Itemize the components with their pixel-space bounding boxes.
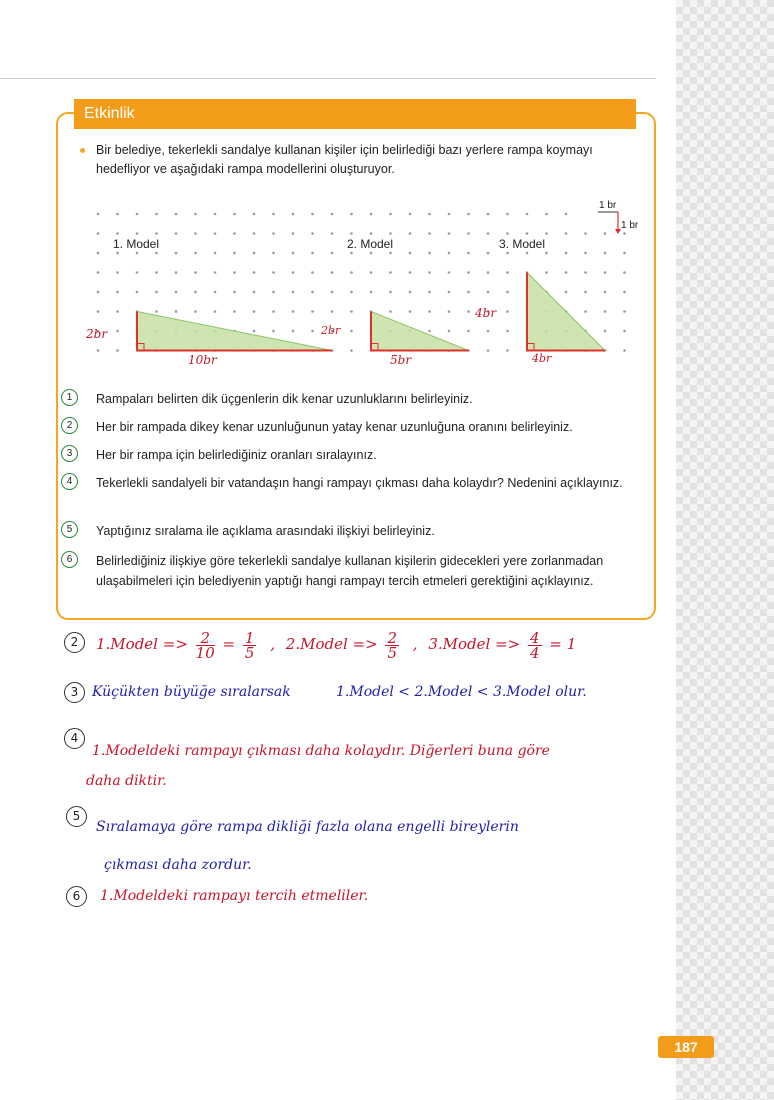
grid-dot	[526, 213, 529, 216]
grid-dot	[467, 232, 470, 235]
unit-indicator	[598, 200, 639, 234]
answer-5	[96, 808, 519, 884]
grid-dot	[506, 291, 509, 294]
grid-dot	[253, 213, 256, 216]
grid-dot	[350, 330, 353, 333]
grid-dot	[487, 330, 490, 333]
grid-dot	[331, 232, 334, 235]
answer-6-number: 6	[66, 886, 87, 907]
model-1-base-label: 10br	[188, 353, 217, 367]
grid-dot	[565, 291, 568, 294]
grid-dot	[604, 310, 607, 313]
grid-dot	[389, 271, 392, 274]
grid-dot	[136, 271, 139, 274]
grid-dot	[565, 213, 568, 216]
question-number: 2	[61, 417, 78, 434]
answer-4	[86, 736, 550, 796]
grid-dot	[311, 232, 314, 235]
grid-dot	[604, 232, 607, 235]
grid-dot	[136, 232, 139, 235]
grid-dot	[565, 271, 568, 274]
answer-3-text-2: 1.Model < 2.Model < 3.Model olur.	[336, 684, 587, 700]
ramp-triangles	[137, 273, 605, 351]
grid-dot	[467, 330, 470, 333]
answer-4-line-2: daha diktir.	[86, 773, 167, 789]
grid-dot	[331, 291, 334, 294]
activity-intro: Bir belediye, tekerlekli sandalye kullanan kişiler için belirlediği bazı yerlere rampa koymayı hedefliyor ve aşağıdaki rampa modellerini oluşturuyor.	[96, 143, 593, 176]
grid-dot	[194, 213, 197, 216]
margin-pattern	[676, 0, 774, 1100]
grid-dot	[506, 271, 509, 274]
fraction: $\frac{2}{5}$	[387, 628, 398, 662]
grid-dot	[233, 310, 236, 313]
grid-dot	[448, 213, 451, 216]
grid-dot	[311, 213, 314, 216]
grid-dot	[292, 213, 295, 216]
grid-dot	[370, 213, 373, 216]
ramp-triangle	[527, 273, 605, 351]
question-4: Tekerlekli sandalyeli bir vatandaşın hangi rampayı çıkması daha kolaydır? Nedenini açıklayınız.	[96, 476, 623, 490]
grid-dot	[116, 330, 119, 333]
grid-dot	[272, 252, 275, 255]
model-3-height-label: 4br	[475, 306, 497, 320]
grid-dot	[487, 291, 490, 294]
grid-dot	[116, 271, 119, 274]
answer-2-model-1: 1.Model =>	[96, 635, 188, 653]
grid-dot	[233, 213, 236, 216]
model-2-label: 2. Model	[347, 237, 394, 251]
comma: ,	[270, 635, 276, 653]
grid-dot	[331, 271, 334, 274]
grid-dot	[428, 213, 431, 216]
model-2-base-label: 5br	[390, 353, 412, 367]
grid-dot	[272, 232, 275, 235]
grid-dot	[155, 291, 158, 294]
grid-dot	[428, 252, 431, 255]
grid-dot	[389, 291, 392, 294]
ramp-models-figure	[80, 196, 650, 376]
grid-dot	[370, 232, 373, 235]
grid-dot	[331, 252, 334, 255]
grid-dot	[194, 232, 197, 235]
grid-dot	[272, 291, 275, 294]
grid-dot	[311, 252, 314, 255]
question-1: Rampaları belirten dik üçgenlerin dik kenar uzunluklarını belirleyiniz.	[96, 392, 473, 406]
answer-2-model-2: 2.Model =>	[285, 635, 378, 653]
question-number: 4	[61, 473, 78, 490]
question-number: 5	[61, 521, 78, 538]
grid-dot	[623, 349, 626, 352]
equals: =	[222, 635, 236, 653]
model-3-base-label: 4br	[532, 352, 552, 365]
grid-dot	[389, 213, 392, 216]
answer-5-line-1: Sıralamaya göre rampa dikliği fazla olana engelli bireylerin	[96, 819, 519, 835]
question-number: 3	[61, 445, 78, 462]
grid-dot	[155, 252, 158, 255]
grid-dot	[253, 291, 256, 294]
grid-dot	[584, 291, 587, 294]
grid-dot	[116, 349, 119, 352]
grid-dot	[370, 291, 373, 294]
grid-dot	[506, 349, 509, 352]
grid-dot	[565, 232, 568, 235]
grid-dot	[194, 252, 197, 255]
grid-dot	[155, 310, 158, 313]
grid-dot	[331, 213, 334, 216]
grid-dot	[214, 252, 217, 255]
grid-dot	[506, 310, 509, 313]
grid-dot	[116, 232, 119, 235]
grid-dot	[292, 252, 295, 255]
grid-dot	[97, 349, 100, 352]
grid-dot	[253, 310, 256, 313]
answer-6-line-1: 1.Modeldeki rampayı tercih etmeliler.	[100, 888, 369, 904]
grid-dot	[272, 330, 275, 333]
grid-dot	[409, 271, 412, 274]
grid-dot	[194, 291, 197, 294]
answer-5-line-2: çıkması daha zordur.	[104, 857, 252, 873]
ramp-triangle	[371, 312, 469, 351]
grid-dot	[97, 232, 100, 235]
grid-dot	[506, 330, 509, 333]
grid-dot	[506, 252, 509, 255]
grid-dot	[116, 213, 119, 216]
grid-dot	[526, 232, 529, 235]
model-1-label: 1. Model	[113, 237, 160, 251]
grid-dot	[370, 252, 373, 255]
grid-dot	[311, 330, 314, 333]
grid-dot	[116, 291, 119, 294]
grid-dot	[136, 213, 139, 216]
grid-dot	[272, 271, 275, 274]
grid-dot	[467, 310, 470, 313]
grid-dot	[350, 271, 353, 274]
grid-dot	[428, 310, 431, 313]
grid-dot	[448, 232, 451, 235]
grid-dot	[428, 330, 431, 333]
grid-dot	[448, 252, 451, 255]
grid-dot	[175, 232, 178, 235]
grid-dot	[331, 310, 334, 313]
grid-dot	[584, 310, 587, 313]
grid-dot	[545, 271, 548, 274]
top-divider	[0, 78, 656, 79]
grid-dot	[467, 291, 470, 294]
grid-dot	[428, 232, 431, 235]
answer-2-number: 2	[64, 632, 85, 653]
grid-dot	[97, 213, 100, 216]
unit-horizontal-label: 1 br	[599, 200, 617, 211]
grid-dot	[506, 213, 509, 216]
grid-dot	[604, 252, 607, 255]
grid-dot	[253, 271, 256, 274]
grid-dot	[214, 291, 217, 294]
grid-dot	[623, 232, 626, 235]
question-2: Her bir rampada dikey kenar uzunluğunun yatay kenar uzunluğuna oranını belirleyiniz.	[96, 420, 573, 434]
grid-dot	[370, 271, 373, 274]
fraction: $\frac{2}{10}$	[195, 628, 215, 662]
grid-dot	[292, 271, 295, 274]
grid-dot	[467, 213, 470, 216]
question-6: Belirlediğiniz ilişkiye göre tekerlekli sandalye kullanan kişilerin gidecekleri yere zorlanmadan ulaşabilmeleri için belediyenin yaptığı hangi rampayı tercih etmeleri gerektiğini açıklayınız.	[96, 554, 604, 588]
grid-dot	[487, 213, 490, 216]
grid-dot	[584, 232, 587, 235]
grid-dot	[487, 232, 490, 235]
grid-dot	[467, 271, 470, 274]
model-2-height-label: 2br	[321, 324, 341, 337]
grid-dot	[350, 291, 353, 294]
grid-dot	[175, 213, 178, 216]
answer-3-number: 3	[64, 682, 85, 703]
grid-dot	[428, 271, 431, 274]
grid-dot	[253, 330, 256, 333]
result: = 1	[549, 635, 577, 653]
grid-dot	[448, 291, 451, 294]
question-3: Her bir rampa için belirlediğiniz oranları sıralayınız.	[96, 448, 377, 462]
answer-2	[96, 624, 576, 664]
question-number: 1	[61, 389, 78, 406]
ramp-triangle	[137, 312, 332, 351]
activity-title: Etkinlik	[74, 99, 636, 129]
grid-dot	[448, 271, 451, 274]
answer-4-number: 4	[64, 728, 85, 749]
grid-dot	[272, 310, 275, 313]
grid-dot	[623, 271, 626, 274]
grid-dot	[448, 330, 451, 333]
grid-dot	[175, 271, 178, 274]
grid-dot	[584, 252, 587, 255]
grid-dot	[233, 232, 236, 235]
grid-dot	[155, 213, 158, 216]
unit-vertical-label: 1 br	[621, 220, 639, 231]
grid-dot	[253, 252, 256, 255]
grid-dot	[214, 213, 217, 216]
grid-dot	[292, 291, 295, 294]
grid-dot	[292, 330, 295, 333]
grid-dot	[623, 291, 626, 294]
grid-dot	[233, 252, 236, 255]
answer-2-model-3: 3.Model =>	[428, 635, 521, 653]
grid-dot	[409, 291, 412, 294]
grid-dot	[409, 252, 412, 255]
grid-dot	[623, 310, 626, 313]
grid-dot	[194, 271, 197, 274]
grid-dot	[428, 291, 431, 294]
grid-dot	[565, 252, 568, 255]
fraction: $\frac{1}{5}$	[244, 628, 255, 662]
grid-dot	[97, 291, 100, 294]
grid-dot	[214, 310, 217, 313]
grid-dot	[97, 310, 100, 313]
grid-dot	[604, 330, 607, 333]
grid-dot	[350, 252, 353, 255]
answer-4-line-1: 1.Modeldeki rampayı çıkması daha kolaydır. Diğerleri buna göre	[92, 743, 550, 759]
grid-dot	[311, 291, 314, 294]
grid-dot	[194, 310, 197, 313]
grid-dot	[467, 252, 470, 255]
grid-dot	[175, 310, 178, 313]
grid-dot	[311, 310, 314, 313]
grid-dot	[389, 232, 392, 235]
grid-dot	[155, 271, 158, 274]
grid-dot	[136, 291, 139, 294]
grid-dot	[409, 310, 412, 313]
grid-dot	[175, 291, 178, 294]
grid-dot	[116, 252, 119, 255]
grid-dot	[136, 252, 139, 255]
grid-dot	[214, 271, 217, 274]
grid-dot	[233, 271, 236, 274]
grid-dot	[233, 291, 236, 294]
grid-dot	[350, 310, 353, 313]
grid-dot	[155, 232, 158, 235]
grid-dot	[409, 213, 412, 216]
grid-dot	[214, 232, 217, 235]
grid-dot	[409, 232, 412, 235]
grid-dot	[272, 213, 275, 216]
grid-dot	[487, 349, 490, 352]
grid-dot	[292, 232, 295, 235]
question-5: Yaptığınız sıralama ile açıklama arasındaki ilişkiyi belirleyiniz.	[96, 524, 435, 538]
grid-dot	[604, 271, 607, 274]
grid-dot	[175, 252, 178, 255]
fraction: $\frac{4}{4}$	[530, 628, 540, 662]
grid-dot	[545, 213, 548, 216]
model-3-label: 3. Model	[499, 237, 546, 251]
grid-dot	[253, 232, 256, 235]
grid-dot	[487, 252, 490, 255]
answer-3-text-1: Küçükten büyüğe sıralarsak	[92, 684, 291, 700]
question-number: 6	[61, 551, 78, 568]
grid-dot	[623, 330, 626, 333]
grid-dot	[97, 271, 100, 274]
grid-dot	[389, 310, 392, 313]
page-number: 187	[658, 1036, 714, 1058]
grid-dot	[584, 271, 587, 274]
bullet-icon	[80, 148, 85, 153]
grid-dot	[487, 271, 490, 274]
grid-dot	[116, 310, 119, 313]
grid-dot	[350, 232, 353, 235]
grid-dot	[350, 213, 353, 216]
grid-dot	[604, 291, 607, 294]
grid-dot	[545, 252, 548, 255]
grid-dot	[311, 271, 314, 274]
grid-dot	[506, 232, 509, 235]
grid-dot	[389, 252, 392, 255]
model-1-height-label: 2br	[86, 327, 108, 341]
comma: ,	[412, 635, 418, 653]
grid-dot	[292, 310, 295, 313]
answer-5-number: 5	[66, 806, 87, 827]
grid-dot	[545, 232, 548, 235]
grid-dot	[623, 252, 626, 255]
grid-dot	[526, 252, 529, 255]
grid-dot	[97, 252, 100, 255]
grid-dot	[350, 349, 353, 352]
grid-dot	[448, 310, 451, 313]
